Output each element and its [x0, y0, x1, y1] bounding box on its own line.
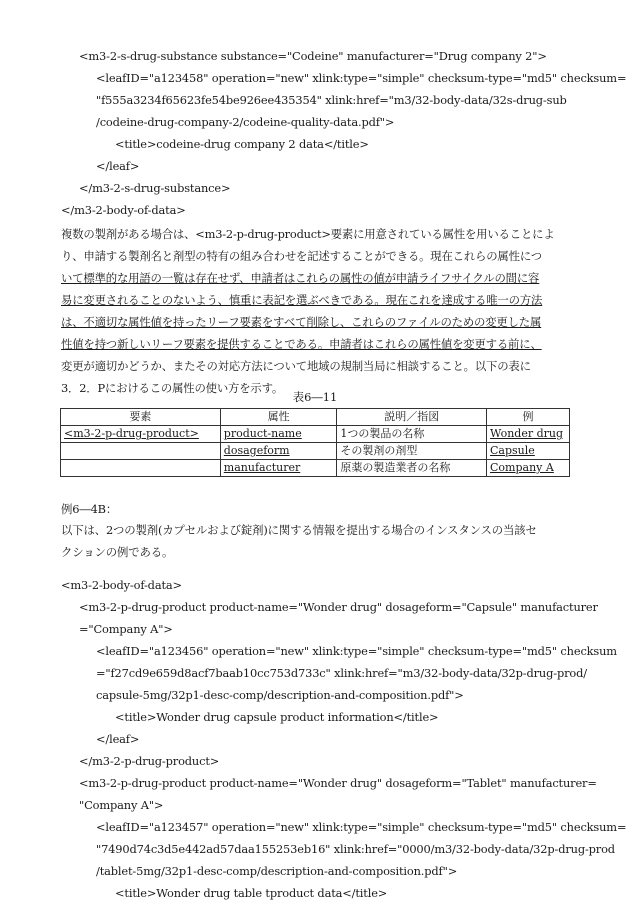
code-line: <m3-2-body-of-data>: [61, 578, 182, 592]
table-cell: manufacturer: [220, 460, 337, 477]
code-line: </m3-2-s-drug-substance>: [79, 181, 231, 195]
paragraph-line: 易に変更されることのないよう、慎重に表記を選ぶべきである。現在これを達成する唯一の方法: [61, 293, 543, 307]
table-cell: 1つの製品の名称: [337, 426, 487, 443]
attribute-table: [60, 408, 570, 477]
table-cell: [61, 460, 221, 477]
body-paragraph: [61, 223, 573, 399]
paragraph-line: 3．2．Pにおけるこの属性の使い方を示す。: [61, 381, 284, 395]
paragraph-line: 変更が適切かどうか、またその対応方法について地域の規制当局に相談すること。以下の表に: [61, 359, 531, 373]
code-line: /codeine-drug-company-2/codeine-quality-data.pdf">: [96, 115, 395, 129]
table-row: [61, 443, 570, 460]
table-cell: [61, 443, 221, 460]
table-cell: dosageform: [220, 443, 337, 460]
code-line: "f555a3234f65623fe54be926ee435354" xlink:href="m3/32-body-data/32s-drug-sub: [96, 93, 567, 107]
paragraph-line: いて標準的な用語の一覧は存在せず、申請者はこれらの属性の値が申請ライフサイクルの間に容: [61, 271, 540, 285]
code-line: "Company A">: [79, 798, 164, 812]
code-line: </m3-2-body-of-data>: [61, 203, 186, 217]
example-intro: 以下は、2つの製剤(カプセルおよび錠剤)に関する情報を提出する場合のインスタンスの当該セ: [61, 523, 537, 537]
code-line: <m3-2-p-drug-product product-name="Wonder drug" dosageform="Tablet" manufacturer=: [79, 776, 597, 790]
code-line: ="f27cd9e659d8acf7baab10cc753d733c" xlink:href="m3/32-body-data/32p-drug-prod/: [96, 666, 587, 680]
example-heading: 例6―4B：: [61, 502, 118, 516]
code-line: <title>codeine-drug company 2 data</title>: [115, 137, 369, 151]
table-cell: Company A: [487, 460, 570, 477]
code-line: <title>Wonder drug capsule product information</title>: [115, 710, 439, 724]
table-cell: Capsule: [487, 443, 570, 460]
code-line: ="Company A">: [79, 622, 173, 636]
code-line: <leafID="a123458" operation="new" xlink:type="simple" checksum-type="md5" checksum=: [96, 71, 627, 85]
code-line: <leafID="a123456" operation="new" xlink:type="simple" checksum-type="md5" checksum: [96, 644, 617, 658]
table-row: [61, 426, 570, 443]
code-line: capsule-5mg/32p1-desc-comp/description-and-composition.pdf">: [96, 688, 464, 702]
table-cell: 原薬の製造業者の名称: [337, 460, 487, 477]
paragraph-line: 性値を持つ新しいリーフ要素を提供することである。申請者はこれらの属性値を変更する前に、: [61, 337, 542, 351]
header-description: 説明／指図: [337, 409, 487, 426]
code-line: </leaf>: [96, 159, 140, 173]
code-line: /tablet-5mg/32p1-desc-comp/description-and-composition.pdf">: [96, 864, 458, 878]
table-header-row: [61, 409, 570, 426]
code-line: <m3-2-p-drug-product product-name="Wonder drug" dosageform="Capsule" manufacturer: [79, 600, 598, 614]
code-line: <title>Wonder drug table tproduct data</title>: [115, 886, 388, 900]
table-cell: <m3-2-p-drug-product>: [61, 426, 221, 443]
paragraph-line: 複数の製剤がある場合は、<m3-2-p-drug-product>要素に用意されている属性を用いることによ: [61, 227, 555, 241]
header-element: 要素: [61, 409, 221, 426]
table-caption: 表6―11: [292, 390, 338, 404]
paragraph-line: は、不適切な属性値を持ったリーフ要素をすべて削除し、これらのファイルのための変更した属: [61, 315, 542, 329]
example-intro: クションの例である。: [61, 545, 174, 559]
table-row: [61, 460, 570, 477]
code-line: </leaf>: [96, 732, 140, 746]
code-line: "7490d74c3d5e442ad57daa155253eb16" xlink:href="0000/m3/32-body-data/32p-drug-prod: [96, 842, 615, 856]
paragraph-line: り、申請する製剤名と剤型の特有の組み合わせを記述することができる。現在これらの属性につ: [61, 249, 542, 263]
header-example: 例: [487, 409, 570, 426]
table-cell: その製剤の剤型: [337, 443, 487, 460]
code-line: </m3-2-p-drug-product>: [79, 754, 220, 768]
table-cell: product-name: [220, 426, 337, 443]
code-line: <m3-2-s-drug-substance substance="Codeine" manufacturer="Drug company 2">: [79, 49, 547, 63]
header-attribute: 属性: [220, 409, 337, 426]
code-line: <leafID="a123457" operation="new" xlink:type="simple" checksum-type="md5" checksum=: [96, 820, 627, 834]
table-cell: Wonder drug: [487, 426, 570, 443]
